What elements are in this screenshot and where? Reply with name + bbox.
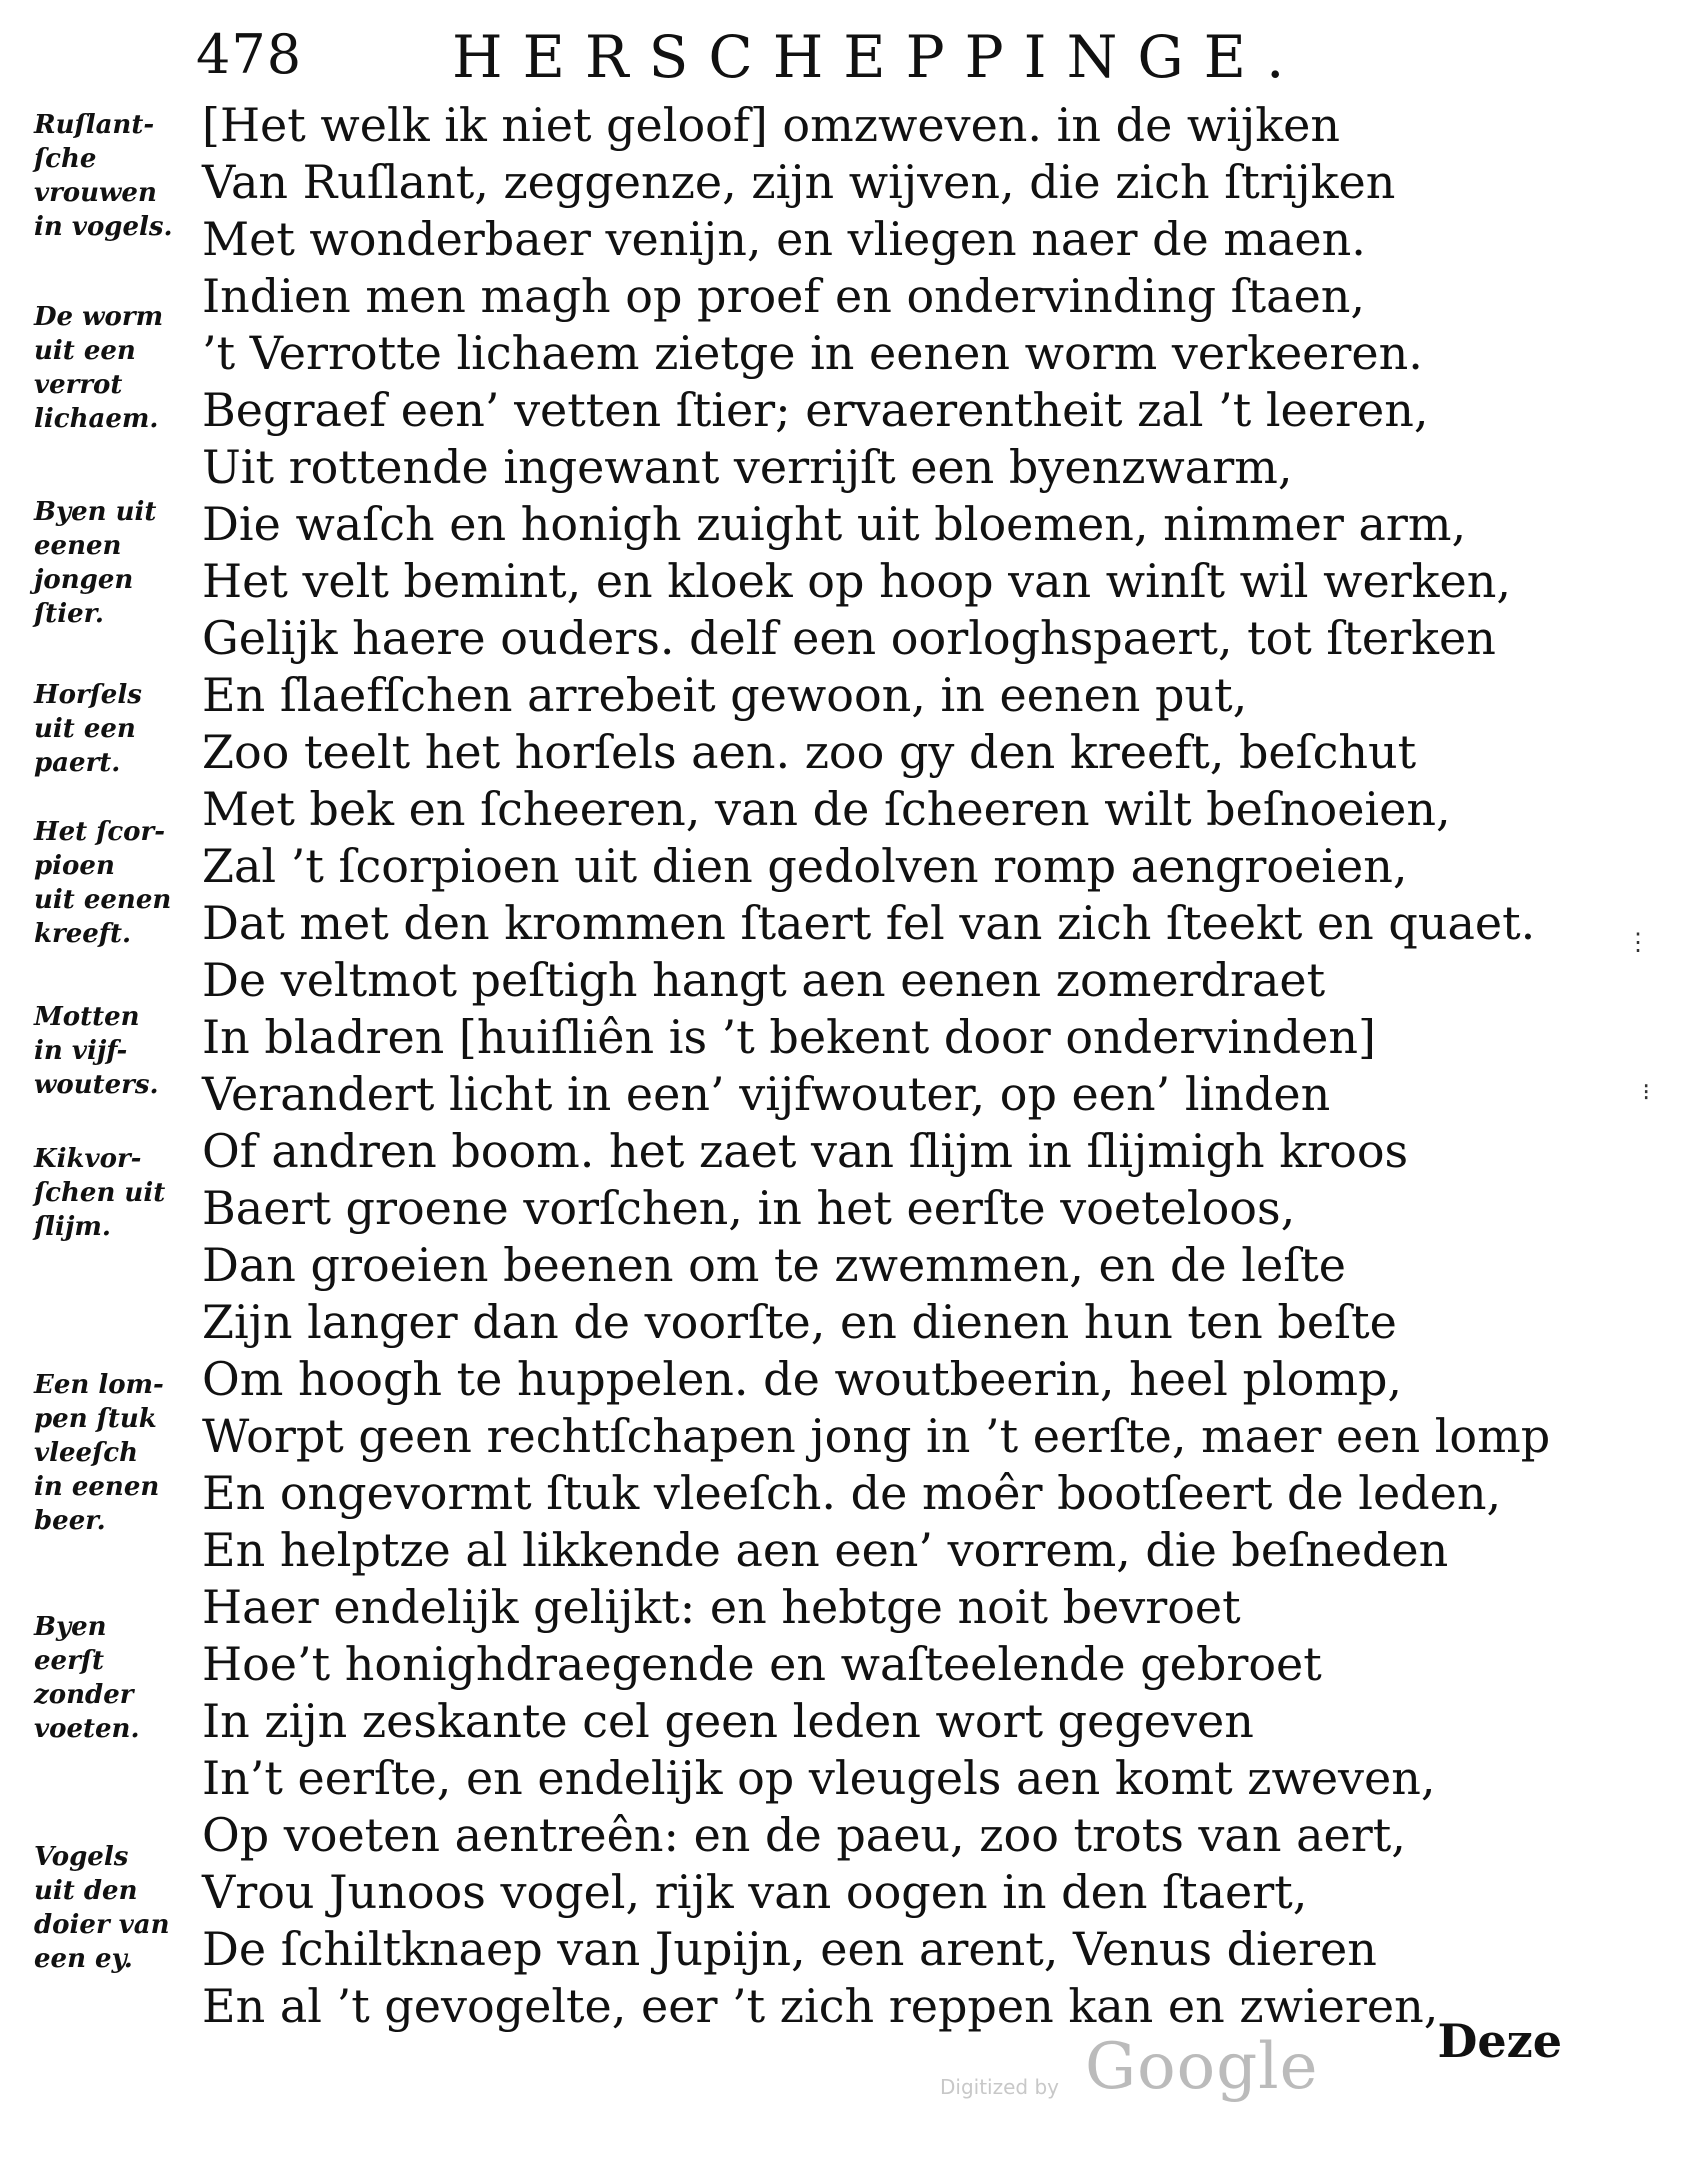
verse-line: Worpt geen rechtſchapen jong in ’t eerſte, maer een lomp: [202, 1409, 1551, 1463]
verse-line: Of andren boom. het zaet van ſlijm in ſlijmigh kroos: [202, 1124, 1409, 1178]
verse-line: Dan groeien beenen om te zwemmen, en de leſte: [202, 1238, 1346, 1292]
verse-line: En ongevormt ſtuk vleeſch. de moêr bootſeert de leden,: [202, 1466, 1502, 1520]
verse-line: Met bek en ſcheeren, van de ſcheeren wilt beſnoeien,: [202, 782, 1451, 836]
verse-line: De veltmot peſtigh hangt aen eenen zomerdraet: [202, 953, 1326, 1007]
verse-line: Het velt bemint, en kloek op hoop van winſt wil werken,: [202, 554, 1512, 608]
verse-line: Baert groene vorſchen, in het eerſte voeteloos,: [202, 1181, 1296, 1235]
verse-line: Zijn langer dan de voorſte, en dienen hun ten beſte: [202, 1295, 1397, 1349]
margin-note: De worm uit een verrot lichaem.: [34, 302, 164, 434]
verse-line: Haer endelijk gelijkt: en hebtge noit bevroet: [202, 1580, 1241, 1634]
verse-line: Om hoogh te huppelen. de woutbeerin, heel plomp,: [202, 1352, 1403, 1406]
verse-line: In zijn zeskante cel geen leden wort gegeven: [202, 1694, 1254, 1748]
verse-line: Met wonderbaer venijn, en vliegen naer de maen.: [202, 212, 1366, 266]
verse-line: Vrou Junoos vogel, rijk van oogen in den ſtaert,: [202, 1865, 1308, 1919]
verse-line: Van Ruſlant, zeggenze, zijn wijven, die zich ſtrijken: [202, 155, 1396, 209]
verse-line: In’t eerſte, en endelijk op vleugels aen komt zweven,: [202, 1751, 1436, 1805]
verse-line: En helptze al likkende aen een’ vorrem, die beſneden: [202, 1523, 1449, 1577]
edge-mark-icon: ⁝: [1642, 1078, 1650, 1106]
verse-line: ’t Verrotte lichaem zietge in eenen worm verkeeren.: [202, 326, 1423, 380]
verse-line: Die waſch en honigh zuight uit bloemen, nimmer arm,: [202, 497, 1467, 551]
verse-line: [Het welk ik niet geloof] omzweven. in de wijken: [202, 98, 1340, 152]
margin-note: Horſels uit een paert.: [34, 680, 142, 778]
page-number: 478: [196, 23, 303, 86]
verse-line: De ſchiltknaep van Jupijn, een arent, Venus dieren: [202, 1922, 1377, 1976]
digitized-label: Digitized by: [940, 2075, 1059, 2099]
verse-line: Begraef een’ vetten ſtier; ervaerentheit zal ’t leeren,: [202, 383, 1429, 437]
margin-note: Vogels uit den doier van een ey.: [34, 1842, 170, 1974]
verse-line: Uit rottende ingewant verrijſt een byenzwarm,: [202, 440, 1293, 494]
verse-line: Zal ’t ſcorpioen uit dien gedolven romp aengroeien,: [202, 839, 1408, 893]
margin-note: Motten in vijf- wouters.: [34, 1002, 159, 1100]
edge-mark-icon: ⋮: [1626, 928, 1650, 956]
verse-line: In bladren [huiſliên is ’t bekent door ondervinden]: [202, 1010, 1376, 1064]
margin-note: Ruſlant- ſche vrouwen in vogels.: [34, 110, 173, 242]
verse-line: En ſlaefſchen arrebeit gewoon, in eenen put,: [202, 668, 1248, 722]
google-watermark: Google: [1085, 2030, 1319, 2104]
verse-line: Op voeten aentreên: en de paeu, zoo trots van aert,: [202, 1808, 1406, 1862]
verse-line: Gelijk haere ouders. delf een oorloghspaert, tot ſterken: [202, 611, 1496, 665]
running-head: HERSCHEPPINGE.: [452, 23, 1305, 91]
verse-line: En al ’t gevogelte, eer ’t zich reppen kan en zwieren,: [202, 1979, 1439, 2033]
verse-line: Indien men magh op proef en ondervinding ſtaen,: [202, 269, 1366, 323]
catchword: Deze: [1437, 2014, 1562, 2068]
verse-line: Dat met den krommen ſtaert fel van zich ſteekt en quaet.: [202, 896, 1536, 950]
margin-note: Het ſcor- pioen uit eenen kreeft.: [34, 817, 172, 949]
verse-line: Zoo teelt het horſels aen. zoo gy den kreeft, beſchut: [202, 725, 1417, 779]
margin-note: Byen eerſt zonder voeten.: [34, 1612, 140, 1744]
verse-line: Verandert licht in een’ vijfwouter, op een’ linden: [202, 1067, 1331, 1121]
margin-note: Een lom- pen ſtuk vleeſch in eenen beer.: [34, 1370, 164, 1536]
margin-note: Kikvor- ſchen uit ſlijm.: [34, 1144, 166, 1242]
verse-line: Hoe’t honighdraegende en waſteelende gebroet: [202, 1637, 1322, 1691]
margin-note: Byen uit eenen jongen ſtier.: [34, 497, 157, 629]
